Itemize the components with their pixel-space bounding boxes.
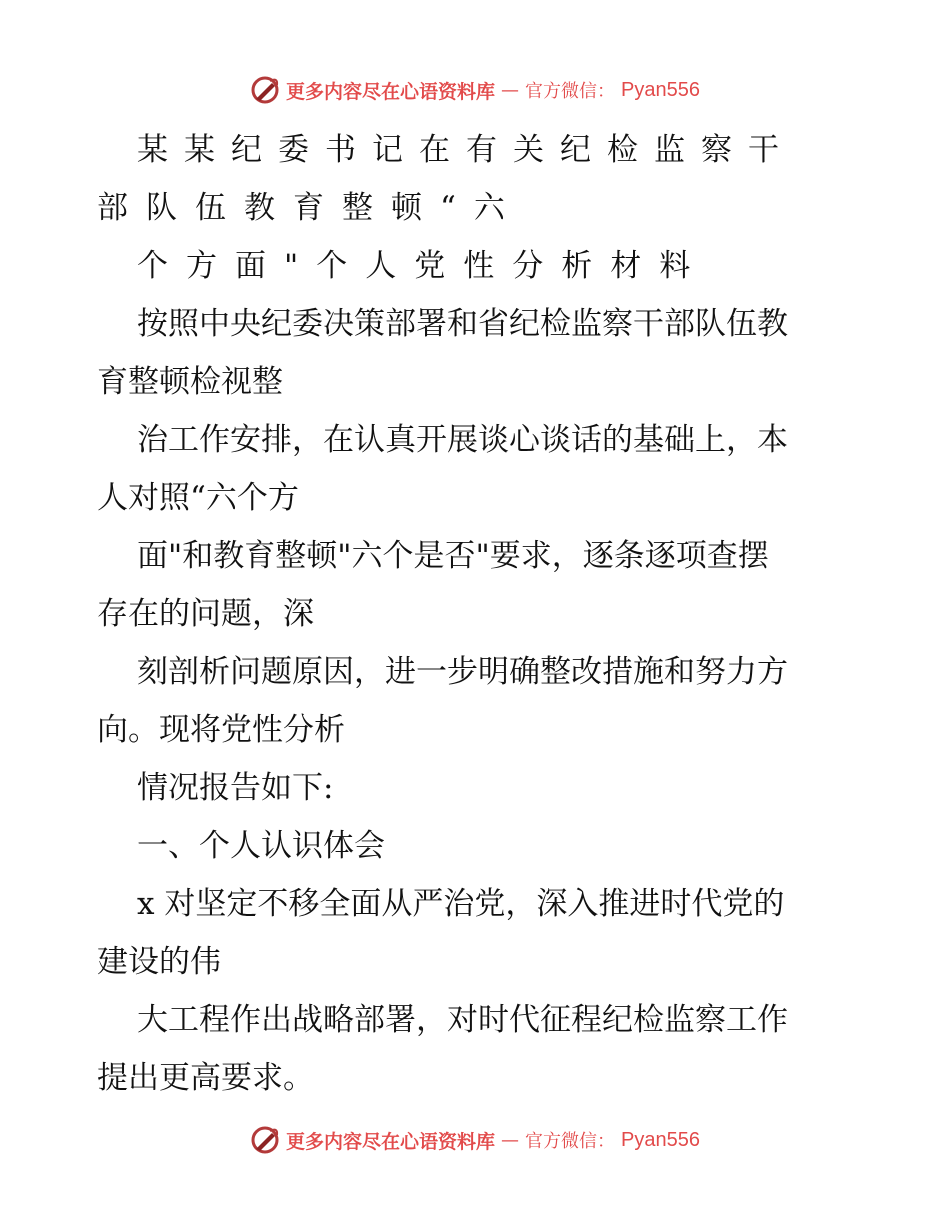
title-line-3: 个方面"个人党性分析材料 (137, 248, 709, 284)
paragraph-line: 人对照“六个方 (97, 480, 299, 516)
title-line-2: 部队伍教育整顿“六 (97, 190, 523, 226)
paragraph-line: 存在的问题，深 (97, 596, 314, 632)
banner-dash: — (501, 79, 520, 101)
quill-logo-icon (250, 1125, 280, 1155)
paragraph-line: 大工程作出战略部署，对时代征程纪检监察工作 (137, 1002, 788, 1038)
footer-banner (0, 1120, 950, 1160)
quill-logo-icon (250, 75, 280, 105)
paragraph-line: 向。现将党性分析 (97, 712, 345, 748)
banner-label: 官方微信： (525, 81, 616, 102)
title-line-1: 某某纪委书记在有关纪检监察干 (137, 132, 795, 168)
paragraph-line: 情况报告如下: (137, 770, 334, 806)
paragraph-line: 刻剖析问题原因，进一步明确整改措施和努力方 (137, 654, 788, 690)
paragraph-line: 建设的伟 (97, 944, 221, 980)
paragraph-line: x 对坚定不移全面从严治党，深入推进时代党的 (137, 886, 785, 922)
banner-wechat-id: Pyan556 (621, 1128, 700, 1151)
paragraph-line: 面"和教育整顿"六个是否"要求，逐条逐项查摆 (137, 538, 769, 574)
paragraph-line: 按照中央纪委决策部署和省纪检监察干部队伍教 (137, 306, 788, 342)
banner-text: 更多内容尽在心语资料库 (286, 80, 496, 103)
banner-label: 官方微信： (525, 1131, 616, 1152)
paragraph-line: 育整顿检视整 (97, 364, 283, 400)
section-heading: 一、个人认识体会 (137, 828, 385, 864)
banner-dash: — (501, 1129, 520, 1151)
banner-wechat-id: Pyan556 (621, 78, 700, 101)
paragraph-line: 治工作安排，在认真开展谈心谈话的基础上，本 (137, 422, 788, 458)
paragraph-line: 提出更高要求。 (97, 1060, 314, 1096)
header-banner (0, 70, 950, 110)
banner-text: 更多内容尽在心语资料库 (286, 1130, 496, 1153)
